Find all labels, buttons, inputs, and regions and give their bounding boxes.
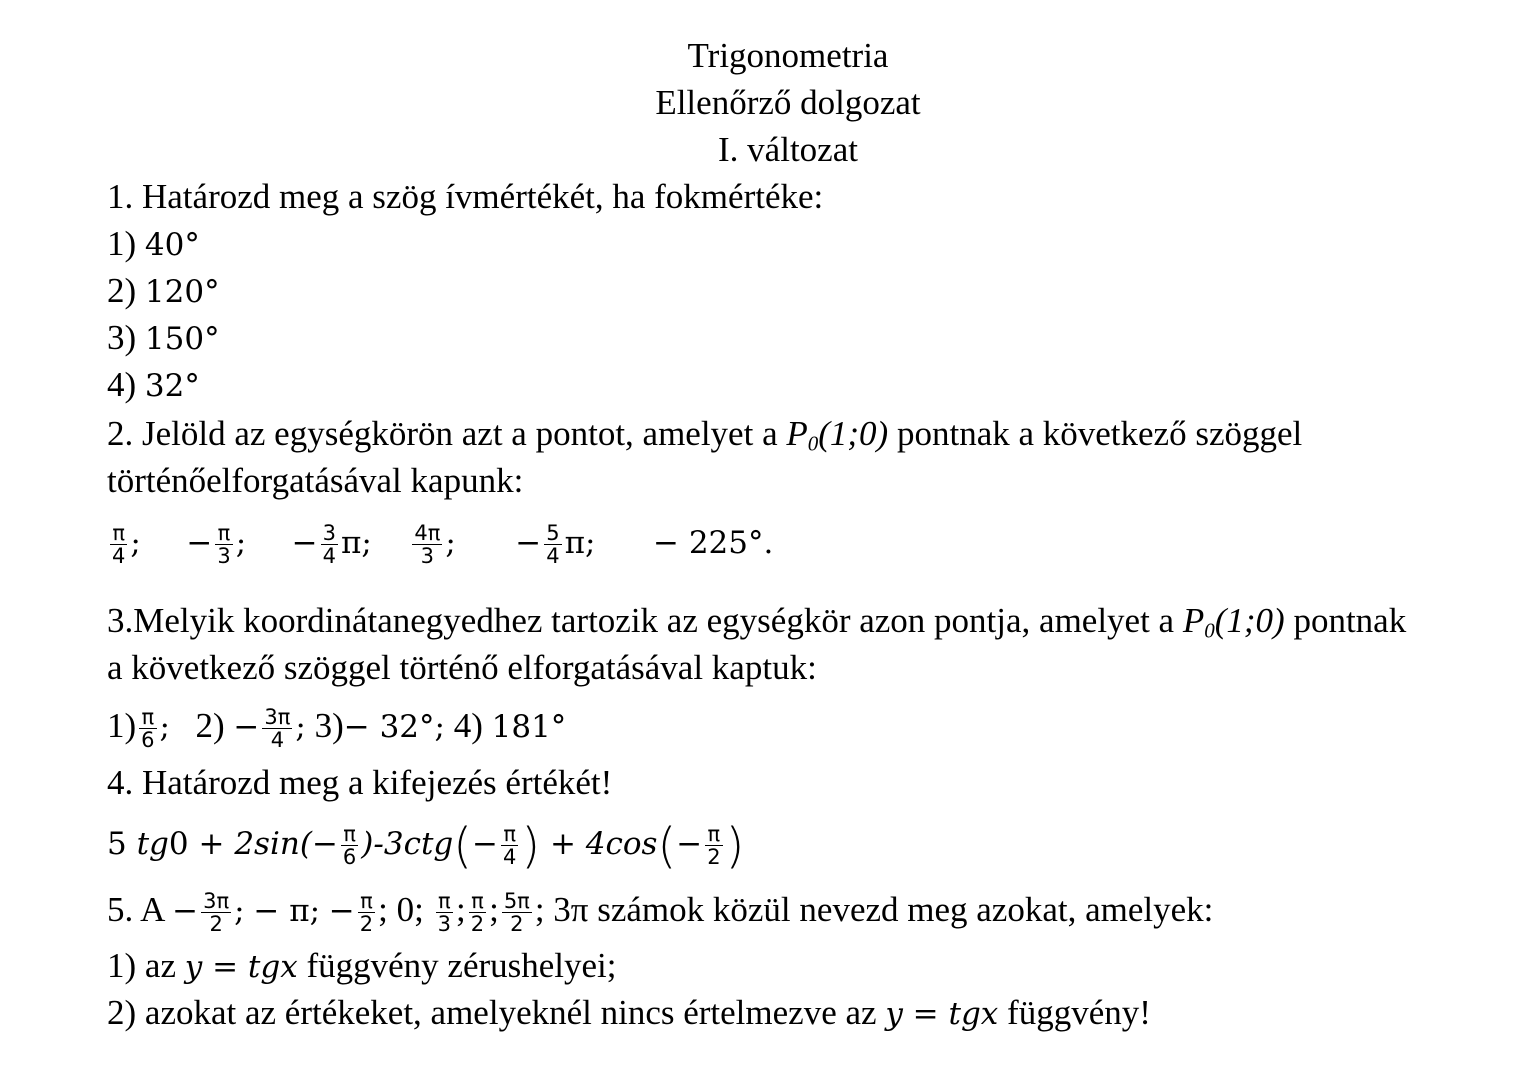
- formula: y = tgx: [184, 949, 298, 985]
- denominator: 4: [503, 845, 517, 870]
- q1-item-value: 150°: [144, 321, 220, 357]
- numerator: π: [358, 890, 375, 913]
- denominator: 4: [112, 544, 126, 569]
- denominator: 2: [209, 912, 223, 937]
- q1-item-value: 40°: [144, 227, 200, 263]
- q1-prompt: 1. Határozd meg a szög ívmértékét, ha fokmértéke:: [107, 177, 824, 216]
- item-label: 3): [314, 706, 344, 745]
- denominator: 4: [270, 728, 285, 753]
- q1-item-2: [107, 270, 220, 313]
- minus-sign: −: [676, 826, 703, 862]
- fraction: [321, 522, 338, 567]
- denominator: 4: [322, 544, 336, 569]
- q2-point: [786, 414, 889, 456]
- fraction: [262, 706, 292, 751]
- numerator: π: [436, 890, 453, 913]
- angle-degrees: − 225°.: [652, 525, 774, 561]
- q1-item-label: 1): [107, 224, 137, 263]
- separator: ;: [159, 709, 170, 745]
- fraction: [436, 890, 453, 935]
- point-subscript: 0: [807, 431, 819, 456]
- expr-term: 0: [168, 826, 189, 862]
- denominator: 6: [342, 845, 357, 870]
- fraction: [469, 890, 486, 935]
- q3-items: [107, 699, 566, 754]
- q1-item-label: 3): [107, 318, 137, 357]
- item-value: 181°: [491, 709, 567, 745]
- q5-prompt: [107, 882, 1213, 939]
- denominator: 2: [359, 912, 374, 937]
- q1-item-3: [107, 317, 220, 360]
- q4-expression: [107, 815, 744, 872]
- fraction: [139, 706, 156, 751]
- fraction: [201, 890, 231, 935]
- numerator: π: [110, 522, 127, 545]
- minus-sign: −: [328, 893, 355, 929]
- number-value: − π;: [253, 893, 321, 929]
- numerator: π: [705, 823, 722, 846]
- numerator: 4π: [414, 521, 441, 546]
- denominator: 6: [141, 728, 155, 753]
- function-name: ctg: [403, 826, 454, 862]
- minus-sign: −: [515, 525, 542, 561]
- item-text: 1) az: [107, 946, 185, 985]
- fraction: [110, 522, 127, 567]
- separator: ;: [445, 525, 456, 561]
- document-subtitle: Ellenőrző dolgozat: [655, 83, 921, 122]
- fraction: [502, 890, 532, 935]
- separator: ;: [234, 893, 245, 929]
- close-paren: ): [361, 826, 374, 862]
- denominator: 3: [437, 912, 451, 937]
- denominator: 2: [707, 845, 721, 870]
- function-name: cos: [605, 826, 658, 862]
- q1-item-label: 4): [107, 365, 137, 404]
- numerator: π: [469, 890, 486, 913]
- separator: ; 3π: [534, 890, 589, 929]
- q2-prompt: [107, 413, 1302, 464]
- pi-suffix: π;: [341, 525, 372, 561]
- point-letter: P: [1182, 601, 1205, 640]
- denominator: 3: [420, 544, 435, 569]
- item-text: 2) azokat az értékeket, amelyeknél nincs értelmezve az: [107, 993, 886, 1032]
- q1-item-4: [107, 364, 200, 407]
- fraction: [358, 890, 375, 935]
- q3-point: [1182, 601, 1285, 643]
- fraction: [501, 823, 518, 868]
- numerator: π: [341, 823, 358, 846]
- q1-item-1: [107, 223, 200, 266]
- point-coords: (1;0): [818, 414, 889, 453]
- separator: ;: [455, 890, 466, 929]
- q1-item-value: 120°: [144, 274, 220, 310]
- denominator: 4: [546, 544, 560, 569]
- function-name: sin: [254, 826, 300, 862]
- numerator: π: [215, 522, 232, 545]
- q3-prompt: [107, 600, 1406, 651]
- fraction: [544, 522, 561, 567]
- numerator: 3: [322, 521, 336, 546]
- numerator: 5π: [503, 889, 530, 914]
- q1-item-value: 32°: [144, 368, 200, 404]
- q5-item-1: [107, 945, 617, 988]
- q2-angles: [107, 515, 773, 570]
- item-label: 4): [453, 706, 483, 745]
- plus-sign: +: [540, 826, 586, 862]
- denominator: 3: [217, 544, 231, 569]
- q5-prompt-end: számok közül nevezd meg azokat, amelyek:: [588, 890, 1214, 929]
- minus-sign: −: [172, 893, 199, 929]
- q3-prompt-start: 3.Melyik koordinátanegyedhez tartozik az egységkör azon pontja, amelyet a: [107, 601, 1183, 640]
- open-paren: (: [453, 817, 473, 874]
- item-text: függvény zérushelyei;: [297, 946, 617, 985]
- fraction: [341, 823, 358, 868]
- q5-prompt-start: 5. A: [107, 890, 164, 929]
- numerator: 3π: [264, 705, 291, 730]
- minus-sign: −: [233, 709, 260, 745]
- q2-prompt-line2: történőelforgatásával kapunk:: [107, 461, 524, 500]
- expr-term: -3: [373, 826, 404, 862]
- separator: ;: [235, 525, 247, 561]
- point-letter: P: [786, 414, 808, 453]
- q5-item-2: [107, 992, 1151, 1035]
- fraction: [705, 823, 722, 868]
- q3-prompt-end: pontnak: [1284, 601, 1407, 640]
- expr-term: 5: [107, 826, 137, 862]
- item-label: 2): [195, 706, 225, 745]
- denominator: 2: [510, 912, 524, 937]
- fraction: [412, 522, 442, 567]
- q2-prompt-start: 2. Jelöld az egységkörön azt a pontot, amelyet a: [107, 414, 787, 453]
- minus-sign: −: [472, 826, 498, 862]
- open-paren: (−: [299, 826, 338, 862]
- q3-prompt-line2: a következő szöggel történő elforgatásával kaptuk:: [107, 648, 817, 687]
- close-paren: ): [521, 817, 541, 874]
- plus-sign: +: [188, 826, 235, 862]
- point-coords: (1;0): [1214, 601, 1285, 640]
- q2-prompt-end: pontnak a következő szöggel: [888, 414, 1303, 453]
- numerator: 3π: [203, 889, 230, 914]
- close-paren: ): [725, 817, 745, 874]
- separator: ; 0;: [378, 890, 424, 929]
- separator: ;: [295, 709, 306, 745]
- numerator: π: [139, 706, 156, 729]
- numerator: π: [501, 823, 518, 846]
- separator: ;: [489, 890, 499, 929]
- item-text: függvény!: [998, 993, 1151, 1032]
- function-name: tg: [136, 826, 169, 862]
- item-value: − 32°;: [343, 709, 445, 745]
- q1-item-label: 2): [107, 271, 137, 310]
- point-subscript: 0: [1204, 618, 1215, 643]
- minus-sign: −: [291, 525, 318, 561]
- q4-prompt: 4. Határozd meg a kifejezés értékét!: [107, 763, 613, 802]
- formula: y = tgx: [885, 996, 999, 1032]
- numerator: 5: [546, 521, 560, 546]
- document-variant: I. változat: [718, 130, 858, 169]
- item-label: 1): [107, 706, 137, 745]
- fraction: [215, 522, 232, 567]
- open-paren: (: [657, 817, 677, 874]
- expr-term: 2: [234, 826, 255, 862]
- pi-suffix: π;: [564, 525, 596, 561]
- document-title: Trigonometria: [687, 36, 889, 75]
- denominator: 2: [470, 912, 485, 937]
- minus-sign: −: [186, 525, 213, 561]
- expr-term: 4: [585, 826, 606, 862]
- separator: ;: [130, 525, 141, 561]
